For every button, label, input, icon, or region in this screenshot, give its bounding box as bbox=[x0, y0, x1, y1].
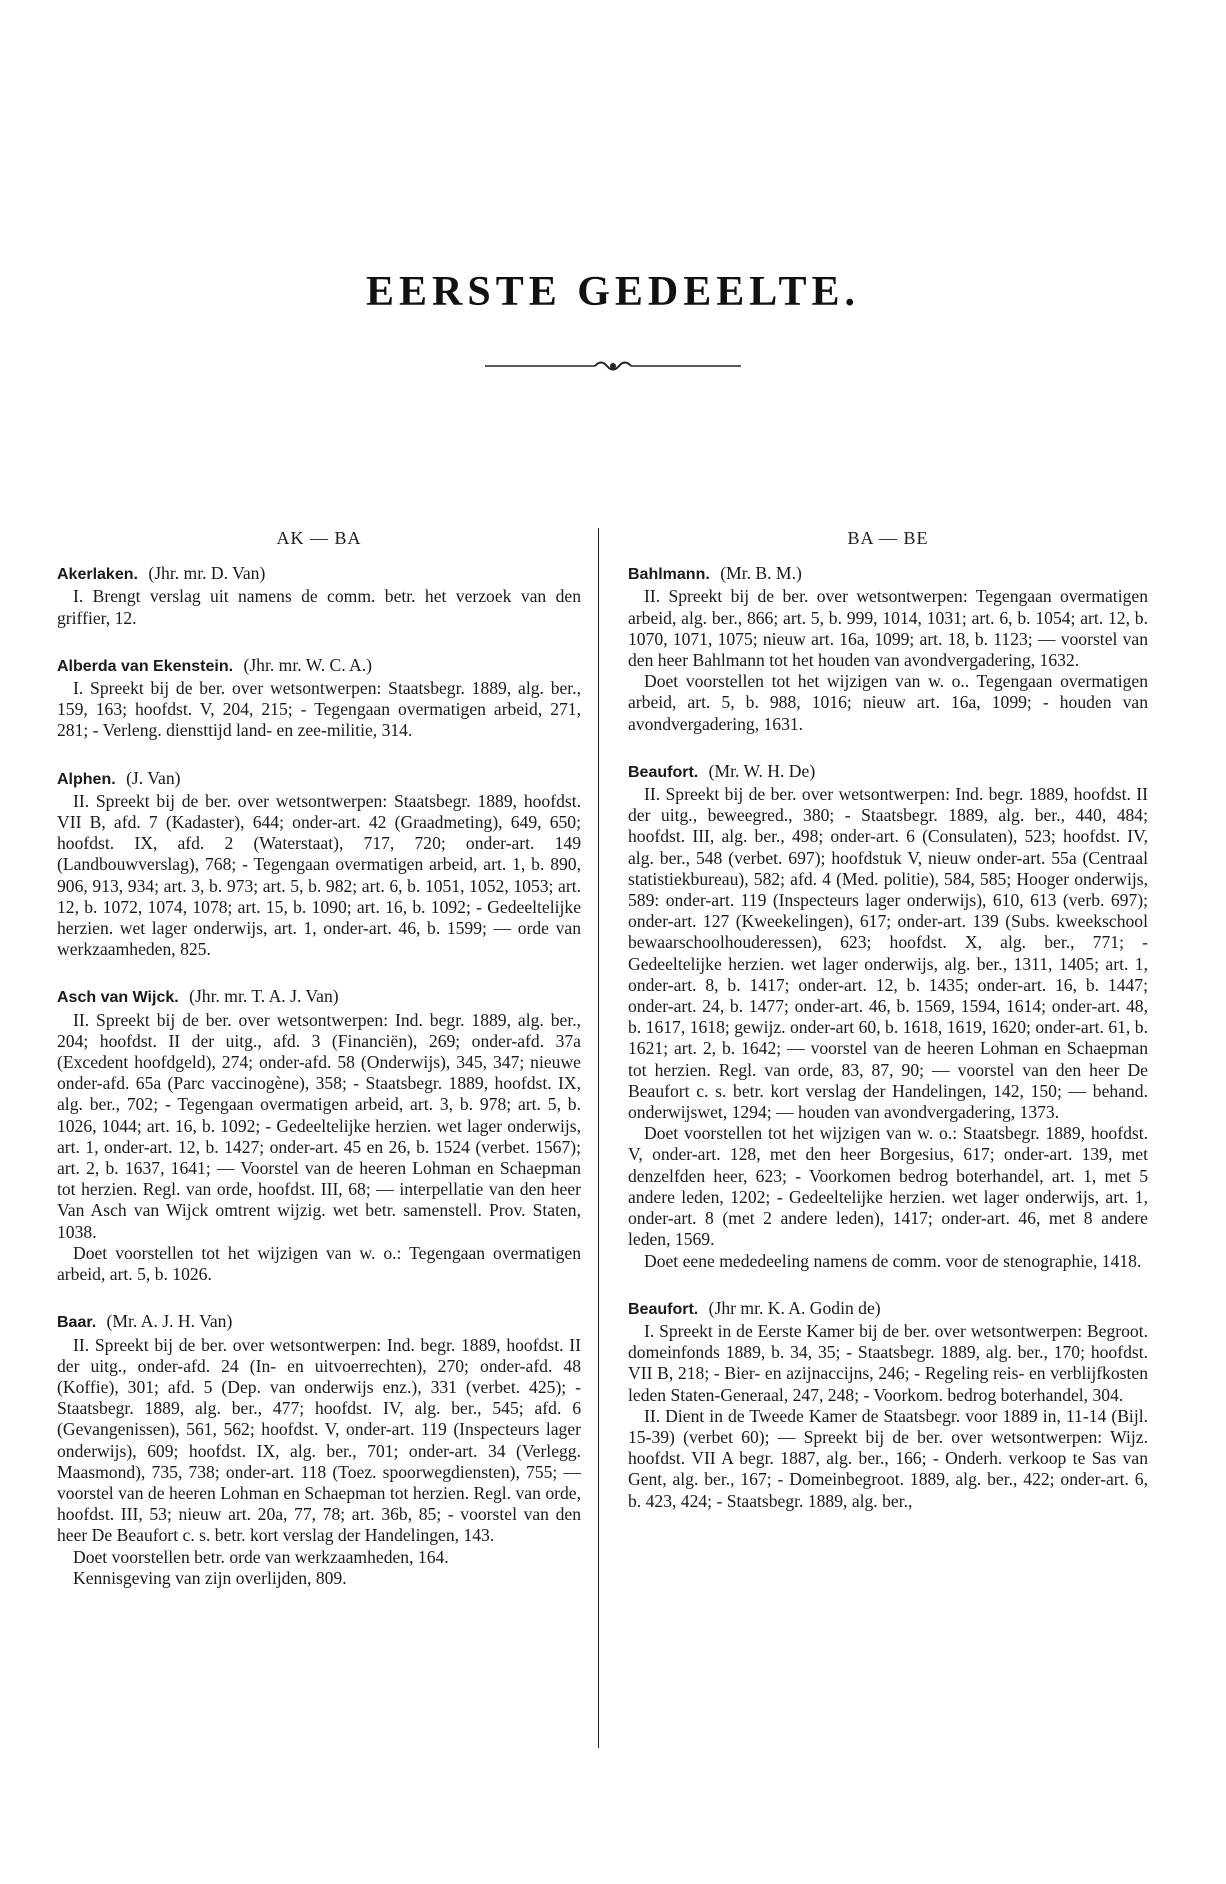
entry-title: (Jhr. mr. D. Van) bbox=[148, 563, 266, 584]
index-entry bbox=[57, 655, 581, 742]
index-entry bbox=[57, 563, 581, 629]
entry-text: Doet voorstellen tot het wijzigen van w. o.: Staatsbegr. 1889, hoofdst. V, onder-art. 128, met den heer Borgesius, 617; onder-art. 139, met denzelfden heer, 623; - Voorkomen bedrog boterhandel, art. 1, met 5 andere leden, 1202; - Gedeeltelijke herzien. wet lager onderwijs, art. 1, onder-art. 8 (met 2 andere leden), 1417; onder-art. 46, met 8 andere leden, 1569. bbox=[628, 1123, 1148, 1250]
entry-text: II. Spreekt bij de ber. over wetsontwerpen: Ind. begr. 1889, alg. ber., 204; hoofdst. II der uitg., afd. 3 (Financiën), 269; onder-afd. 37a (Excedent hoofdgeld), 274; onder-afd. 58 (Onderwijs), 345, 347; nieuwe onder-afd. 65a (Parc vaccinogène), 358; - Staatsbegr. 1889, hoofdst. IX, alg. ber., 702; - Tegengaan overmatigen arbeid, art. 3, b. 978; art. 5, b. 1026, 1044; art. 16, b. 1092; - Gedeeltelijke herzien. wet lager onderwijs, art. 1, onder-art. 12, b. 1427; onder-art. 45 en 26, b. 1524 (verbet. 1567); art. 2, b. 1637, 1641; — Voorstel van de heeren Lohman en Schaepman tot herzien. Regl. van orde, hoofdst. III, 68; — interpellatie van den heer Van Asch van Wijck omtrent wijzig. wet betr. samenstell. Prov. Staten, 1038. bbox=[57, 1009, 581, 1242]
entry-heading bbox=[628, 761, 1148, 783]
column-divider bbox=[598, 528, 599, 1748]
entry-text: Doet voorstellen tot het wijzigen van w. o.: Tegengaan overmatigen arbeid, art. 5, b. 1026. bbox=[57, 1242, 581, 1285]
entry-text: Kennisgeving van zijn overlijden, 809. bbox=[73, 1567, 347, 1588]
entry-text: Doet voorstellen tot het wijzigen van w. o.. Tegengaan overmatigen arbeid, art. 5, b. 988, 1016; nieuw art. 16a, 1099; - houden van avondvergadering, 1631. bbox=[628, 671, 1148, 734]
entry-text: Doet eene mededeeling namens de comm. voor de stenographie, 1418. bbox=[644, 1250, 1142, 1271]
ornament-divider-icon bbox=[485, 356, 741, 374]
index-entry bbox=[628, 563, 1148, 735]
entry-heading bbox=[57, 563, 581, 585]
index-entry bbox=[57, 1311, 581, 1589]
entry-text: I. Brengt verslag uit namens de comm. betr. het verzoek van den griffier, 12. bbox=[57, 586, 581, 628]
entry-heading bbox=[57, 986, 581, 1008]
index-entry bbox=[628, 1298, 1148, 1512]
entry-heading bbox=[57, 1311, 581, 1333]
entry-heading bbox=[628, 1298, 1148, 1320]
entry-heading bbox=[57, 655, 581, 677]
entry-name: Alphen. bbox=[57, 770, 116, 788]
index-entry bbox=[57, 986, 581, 1285]
entry-name: Alberda van Ekenstein. bbox=[57, 657, 234, 675]
entry-text: II. Spreekt bij de ber. over wetsontwerpen: Ind. begr. 1889, hoofdst. II der uitg., onder-afd. 24 (In- en uitvoerrechten), 270; onder-afd. 48 (Koffie), 301; afd. 5 (Dep. van onderwijs enz.), 331 (verbet. 425); - Staatsbegr. 1889, alg. ber., 477; hoofdst. IV, alg. ber., 545; afd. 6 (Gevangenissen), 561, 562; hoofdst. V, onder-art. 119 (Inspecteurs lager onderwijs), 609; hoofdst. IX, alg. ber., 701; onder-art. 34 (Verlegg. Maasmond), 735, 738; onder-art. 118 (Toez. spoorwegdiensten), 755; — voorstel van de heeren Lohman en Schaepman tot herzien. Regl. van orde, hoofdst. III, 53; nieuw art. 20a, 77, 78; art. 36b, 85; - voorstel van den heer De Beaufort c. s. betr. kort verslag der Handelingen, 143. bbox=[57, 1334, 581, 1546]
entry-text: II. Dient in de Tweede Kamer de Staatsbegr. voor 1889 in, 11-14 (Bijl. 15-39) (verbet 60); — Spreekt bij de ber. over wetsontwerpen: Wijz. hoofdst. VII A begr. 1887, alg. ber., 166; - Onderh. verkoop te Sas van Gent, alg. ber., 167; - Domeinbegroot. 1889, alg. ber., 422; onder-art. 6, b. 423, 424; - Staatsbegr. 1889, alg. ber., bbox=[628, 1405, 1148, 1511]
entry-text: II. Spreekt bij de ber. over wetsontwerpen: Tegengaan overmatigen arbeid, alg. ber., 866; art. 5, b. 999, 1014, 1031; art. 6, b. 1054; art. 12, b. 1070, 1071, 1075; nieuw art. 16a, 1099; art. 18, b. 1123; — voorstel van den heer Bahlmann tot het houden van avondvergadering, 1632. bbox=[628, 586, 1148, 671]
entry-heading bbox=[57, 768, 581, 790]
entry-title: (Jhr mr. K. A. Godin de) bbox=[708, 1297, 881, 1318]
entry-name: Bahlmann. bbox=[628, 566, 710, 584]
page-title: EERSTE GEDEELTE. bbox=[366, 269, 860, 315]
left-column bbox=[57, 528, 581, 1615]
entry-name: Beaufort. bbox=[628, 1300, 699, 1318]
entry-title: (Mr. B. M.) bbox=[720, 563, 802, 584]
column-header: BA — BE bbox=[847, 528, 929, 548]
entry-text: Doet voorstellen betr. orde van werkzaamheden, 164. bbox=[73, 1546, 449, 1567]
entry-text: II. Spreekt bij de ber. over wetsontwerpen: Staatsbegr. 1889, hoofdst. VII B, afd. 7 (Kadaster), 644; onder-art. 42 (Graadmeting), 649, 650; hoofdst. IX, afd. 2 (Waterstaat), 717, 720; onder-art. 149 (Landbouwverslag), 768; - Tegengaan overmatigen arbeid, art. 1, b. 890, 906, 913, 934; art. 3, b. 973; art. 5, b. 982; art. 6, b. 1051, 1052, 1053; art. 12, b. 1072, 1074, 1078; art. 15, b. 1090; art. 16, b. 1092; - Gedeeltelijke herzien. wet lager onderwijs, art. 1, onder-art. 46, b. 1599; — orde van werkzaamheden, 825. bbox=[57, 790, 581, 960]
entry-text: II. Spreekt bij de ber. over wetsontwerpen: Ind. begr. 1889, hoofdst. II der uitg., beweegred., 380; - Staatsbegr. 1889, alg. ber., 440, 484; hoofdst. III, alg. ber., 498; onder-art. 6 (Consulaten), 523; hoofdst. IV, alg. ber., 548 (verbet. 697); hoofdstuk V, nieuw onder-art. 55a (Centraal statistiekbureau), 582; afd. 4 (Med. politie), 584, 585; Hooger onderwijs, 589: onder-art. 119 (Inspecteurs lager onderwijs), 610, 613 (verb. 697); onder-art. 127 (Kweekelingen), 617; onder-art. 139 (Subs. kweekschool bewaarschoolhouderessen), 623; hoofdst. X, alg. ber., 771; - Gedeeltelijke herzien. wet lager onderwijs, alg. ber., 1311, 1405; art. 1, onder-art. 8, b. 1417; onder-art. 12, b. 1435; onder-art. 16, b. 1447; onder-art. 24, b. 1477; onder-art. 46, b. 1569, 1594, 1614; onder-art. 48, b. 1617, 1618; gewijz. onder-art 60, b. 1618, 1619, 1620; onder-art. 61, b. 1621; art. 2, b. 1642; — voorstel van de heeren Lohman en Schaepman tot herzien. Regl. van orde, 83, 87, 90; — voorstel van den heer De Beaufort c. s. betr. kort verslag der Handelingen, 142, 150; — behand. onderwijswet, 1294; — houden van avondvergadering, 1373. bbox=[628, 784, 1148, 1123]
index-entry bbox=[628, 761, 1148, 1272]
entry-title: (Jhr. mr. T. A. J. Van) bbox=[189, 986, 339, 1007]
entry-title: (J. Van) bbox=[126, 767, 181, 788]
entry-heading bbox=[628, 563, 1148, 585]
right-column bbox=[628, 528, 1148, 1538]
entry-name: Beaufort. bbox=[628, 763, 699, 781]
entry-title: (Jhr. mr. W. C. A.) bbox=[243, 654, 373, 675]
entry-title: (Mr. A. J. H. Van) bbox=[106, 1311, 233, 1332]
entry-title: (Mr. W. H. De) bbox=[708, 760, 816, 781]
entry-name: Akerlaken. bbox=[57, 566, 138, 584]
entry-text: I. Spreekt in de Eerste Kamer bij de ber. over wetsontwerpen: Begroot. domeinfonds 1889, b. 34, 35; - Staatsbegr. 1889, alg. ber., 170; hoofdst. VII B, 218; - Bier- en azijnaccijns, 246; - Regeling reis- en verblijfkosten leden Staten-Generaal, 247, 248; - Voorkom. bedrog boterhandel, 304. bbox=[628, 1320, 1148, 1405]
entry-text: I. Spreekt bij de ber. over wetsontwerpen: Staatsbegr. 1889, alg. ber., 159, 163; hoofdst. V, 204, 215; - Tegengaan overmatigen arbeid, 271, 281; - Verleng. diensttijd land- en zee-militie, 314. bbox=[57, 678, 581, 741]
column-header: AK — BA bbox=[276, 528, 362, 548]
entry-name: Asch van Wijck. bbox=[57, 989, 179, 1007]
index-entry bbox=[57, 768, 581, 961]
entry-name: Baar. bbox=[57, 1314, 97, 1332]
